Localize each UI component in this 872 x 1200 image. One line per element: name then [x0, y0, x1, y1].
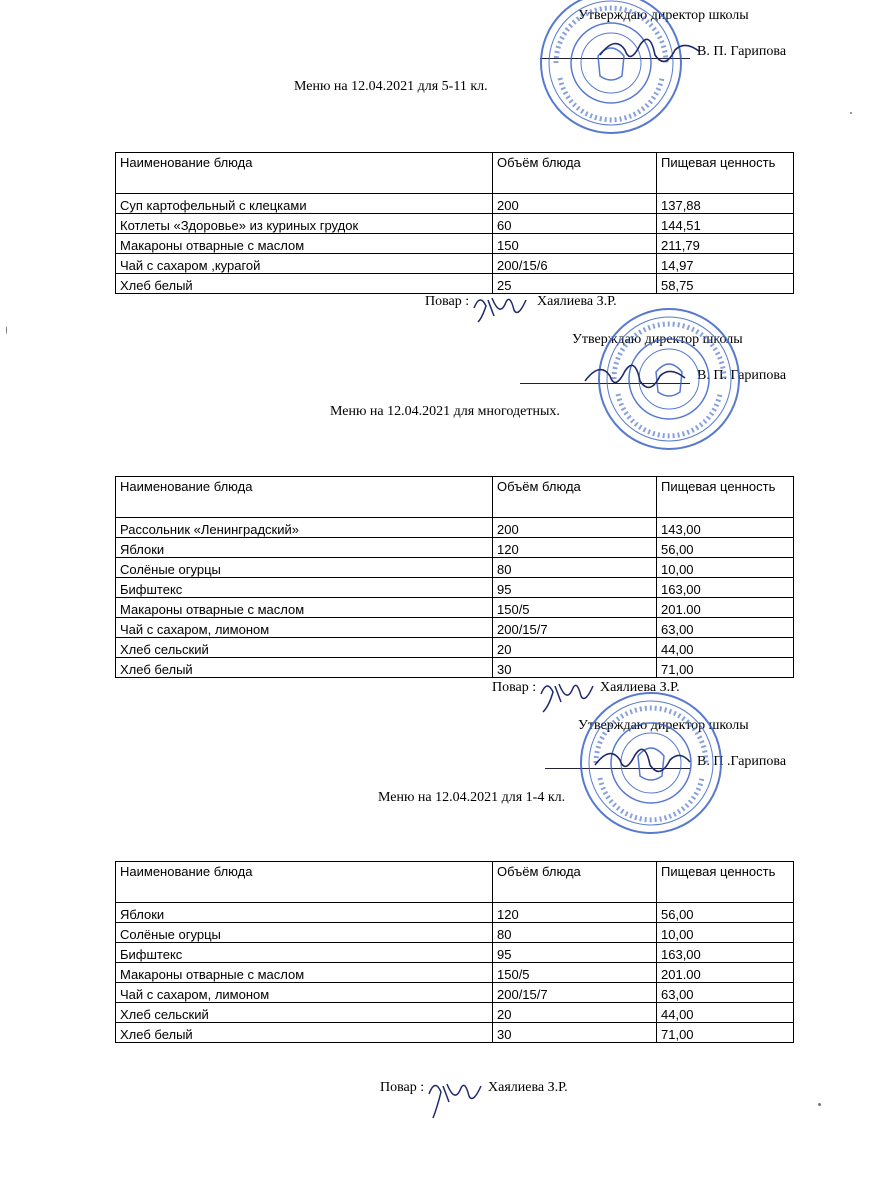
dish-value: 10,00: [657, 558, 794, 578]
dish-volume: 30: [493, 1023, 657, 1043]
menu-title-1: Меню на 12.04.2021 для 5-11 кл.: [294, 79, 488, 94]
dish-volume: 150: [493, 234, 657, 254]
dish-value: 63,00: [657, 618, 794, 638]
dish-name: Яблоки: [116, 903, 493, 923]
dish-volume: 80: [493, 923, 657, 943]
dish-value: 71,00: [657, 658, 794, 678]
dish-value: 143,00: [657, 518, 794, 538]
dish-value: 163,00: [657, 578, 794, 598]
dish-value: 211,79: [657, 234, 794, 254]
dish-value: 44,00: [657, 638, 794, 658]
dish-value: 14,97: [657, 254, 794, 274]
cook-signature-icon: [425, 1072, 487, 1122]
dish-name: Хлеб белый: [116, 1023, 493, 1043]
dish-name: Бифштекс: [116, 943, 493, 963]
menu-title-2: Меню на 12.04.2021 для многодетных.: [330, 404, 560, 419]
menu-table-3: [115, 861, 794, 1043]
table-row: [116, 598, 794, 618]
dish-volume: 200: [493, 518, 657, 538]
table-header-row: [116, 153, 794, 194]
cook-signature-icon: [470, 288, 532, 326]
dish-value: 10,00: [657, 923, 794, 943]
scan-speck: [818, 1103, 821, 1106]
dish-volume: 200: [493, 194, 657, 214]
dish-name: Яблоки: [116, 538, 493, 558]
dish-volume: 30: [493, 658, 657, 678]
dish-value: 201.00: [657, 963, 794, 983]
header-value: Пищевая ценность: [657, 153, 794, 194]
table-row: [116, 194, 794, 214]
table-row: [116, 923, 794, 943]
table-row: [116, 518, 794, 538]
dish-name: Чай с сахаром ,курагой: [116, 254, 493, 274]
dish-name: Солёные огурцы: [116, 923, 493, 943]
scan-speck: [850, 112, 852, 114]
director-signature-icon: [595, 30, 705, 75]
approval-heading: Утверждаю директор школы: [578, 718, 749, 733]
cook-label: Повар :: [425, 294, 470, 309]
dish-name: Хлеб сельский: [116, 1003, 493, 1023]
table-row: [116, 1023, 794, 1043]
dish-value: 144,51: [657, 214, 794, 234]
dish-volume: 80: [493, 558, 657, 578]
table-row: [116, 658, 794, 678]
dish-volume: 95: [493, 943, 657, 963]
header-volume: Объём блюда: [493, 862, 657, 903]
dish-volume: 60: [493, 214, 657, 234]
dish-value: 137,88: [657, 194, 794, 214]
dish-name: Макароны отварные с маслом: [116, 234, 493, 254]
cook-label: Повар :: [492, 680, 537, 695]
dish-volume: 20: [493, 1003, 657, 1023]
dish-value: 63,00: [657, 983, 794, 1003]
dish-volume: 150/5: [493, 598, 657, 618]
dish-volume: 95: [493, 578, 657, 598]
dish-volume: 200/15/6: [493, 254, 657, 274]
dish-value: 201.00: [657, 598, 794, 618]
header-volume: Объём блюда: [493, 153, 657, 194]
dish-volume: 150/5: [493, 963, 657, 983]
cook-name: Хаялиева З.Р.: [600, 680, 680, 695]
header-dish: Наименование блюда: [116, 477, 493, 518]
table-row: [116, 943, 794, 963]
menu-title-3: Меню на 12.04.2021 для 1-4 кл.: [378, 790, 566, 805]
dish-name: Бифштекс: [116, 578, 493, 598]
table-row: [116, 274, 794, 294]
table-row: [116, 618, 794, 638]
director-signature-icon: [580, 356, 690, 401]
table-row: [116, 558, 794, 578]
dish-value: 56,00: [657, 538, 794, 558]
dish-name: Рассольник «Ленинградский»: [116, 518, 493, 538]
dish-value: 44,00: [657, 1003, 794, 1023]
dish-volume: 25: [493, 274, 657, 294]
dish-name: Солёные огурцы: [116, 558, 493, 578]
dish-name: Хлеб белый: [116, 658, 493, 678]
menu-table-1: [115, 152, 794, 294]
dish-value: 71,00: [657, 1023, 794, 1043]
table-row: [116, 963, 794, 983]
director-name: В. П .Гарипова: [697, 754, 787, 769]
dish-name: Суп картофельный с клецками: [116, 194, 493, 214]
dish-name: Чай с сахаром, лимоном: [116, 983, 493, 1003]
dish-value: 163,00: [657, 943, 794, 963]
dish-name: Чай с сахаром, лимоном: [116, 618, 493, 638]
header-dish: Наименование блюда: [116, 153, 493, 194]
cook-name: Хаялиева З.Р.: [488, 1080, 568, 1095]
table-row: [116, 234, 794, 254]
dish-volume: 120: [493, 538, 657, 558]
table-row: [116, 983, 794, 1003]
table-row: [116, 578, 794, 598]
table-row: [116, 1003, 794, 1023]
menu-table-2: [115, 476, 794, 678]
header-dish: Наименование блюда: [116, 862, 493, 903]
director-name: В. П. Гарипова: [697, 368, 787, 383]
dish-name: Макароны отварные с маслом: [116, 963, 493, 983]
header-value: Пищевая ценность: [657, 477, 794, 518]
header-volume: Объём блюда: [493, 477, 657, 518]
dish-name: Хлеб сельский: [116, 638, 493, 658]
table-header-row: [116, 477, 794, 518]
header-value: Пищевая ценность: [657, 862, 794, 903]
table-header-row: [116, 862, 794, 903]
table-row: [116, 638, 794, 658]
dish-value: 58,75: [657, 274, 794, 294]
approval-heading: Утверждаю директор школы: [572, 332, 743, 347]
dish-volume: 20: [493, 638, 657, 658]
approval-heading: Утверждаю директор школы: [578, 8, 749, 23]
director-name: В. П. Гарипова: [697, 44, 787, 59]
scan-speck: [6, 326, 7, 334]
dish-value: 56,00: [657, 903, 794, 923]
cook-label: Повар :: [380, 1080, 425, 1095]
dish-name: Макароны отварные с маслом: [116, 598, 493, 618]
dish-volume: 200/15/7: [493, 618, 657, 638]
table-row: [116, 538, 794, 558]
table-row: [116, 214, 794, 234]
dish-volume: 120: [493, 903, 657, 923]
table-row: [116, 903, 794, 923]
dish-volume: 200/15/7: [493, 983, 657, 1003]
table-row: [116, 254, 794, 274]
dish-name: Котлеты «Здоровье» из куриных грудок: [116, 214, 493, 234]
cook-name: Хаялиева З.Р.: [537, 294, 617, 309]
dish-name: Хлеб белый: [116, 274, 493, 294]
director-signature-icon: [590, 740, 695, 785]
